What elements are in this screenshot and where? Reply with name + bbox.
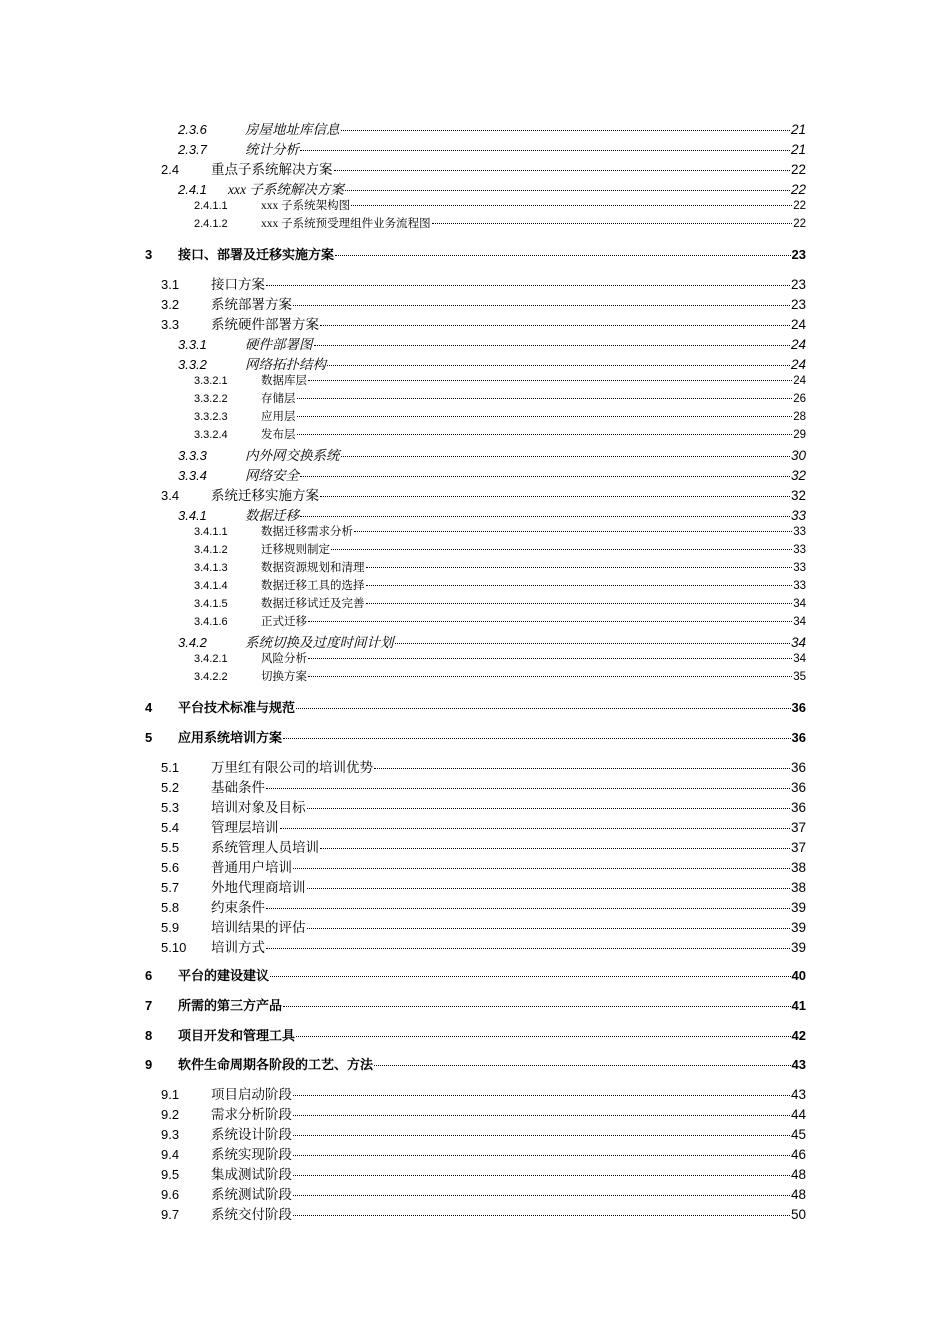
toc-entry-page-number: 33: [793, 544, 806, 556]
dot-leader: [395, 643, 790, 644]
toc-entry-title: 外地代理商培训: [211, 880, 306, 895]
toc-entry[interactable]: [178, 138, 806, 158]
toc-entry-number: 3.2: [161, 297, 180, 312]
toc-entry[interactable]: [145, 995, 806, 1014]
toc-entry[interactable]: [178, 504, 806, 524]
toc-entry-number: 9.4: [161, 1147, 180, 1162]
toc-entry[interactable]: [194, 559, 806, 575]
toc-entry[interactable]: [178, 464, 806, 484]
dot-leader: [300, 150, 790, 151]
toc-entry-number: 2.4.1.2: [194, 218, 228, 230]
toc-entry-title: xxx 子系统架构图: [261, 200, 351, 212]
dot-leader: [354, 531, 792, 532]
toc-entry-title: 数据迁移: [245, 508, 299, 523]
toc-entry-number: 4: [145, 700, 153, 715]
dot-leader: [366, 603, 793, 604]
dot-leader: [296, 708, 791, 709]
toc-entry[interactable]: [178, 444, 806, 464]
toc-entry-number: 5.4: [161, 820, 180, 835]
toc-entry-page-number: 33: [793, 580, 806, 592]
dot-leader: [366, 567, 793, 568]
toc-entry-number: 7: [145, 998, 153, 1013]
dot-leader: [374, 1065, 791, 1066]
toc-entry-title: 万里红有限公司的培训优势: [211, 760, 373, 775]
toc-entry-page-number: 45: [790, 1127, 806, 1142]
dot-leader: [320, 848, 790, 849]
toc-entry-page-number: 32: [790, 468, 806, 483]
toc-entry-title: 重点子系统解决方案: [211, 162, 333, 177]
toc-entry-number: 2.4: [161, 162, 180, 177]
toc-entry[interactable]: [161, 1083, 806, 1103]
toc-entry-title: 系统设计阶段: [211, 1127, 292, 1142]
toc-entry-page-number: 23: [791, 247, 806, 262]
toc-entry-number: 6: [145, 968, 153, 983]
toc-entry-title: 项目开发和管理工具: [178, 1028, 296, 1043]
toc-entry-number: 3.3.3: [178, 448, 207, 463]
toc-entry[interactable]: [178, 178, 806, 198]
toc-entry-page-number: 46: [790, 1147, 806, 1162]
toc-entry-number: 9.5: [161, 1167, 180, 1182]
dot-leader: [293, 1095, 790, 1096]
toc-entry-page-number: 33: [793, 526, 806, 538]
toc-entry[interactable]: [145, 727, 806, 746]
toc-entry-number: 3.3.2.1: [194, 375, 228, 387]
toc-entry-title: 内外网交换系统: [245, 448, 340, 463]
toc-entry[interactable]: [194, 215, 806, 231]
toc-entry-title: 软件生命周期各阶段的工艺、方法: [178, 1057, 374, 1072]
toc-entry[interactable]: [161, 776, 806, 796]
toc-entry-page-number: 33: [793, 562, 806, 574]
toc-entry-title: 基础条件: [211, 780, 265, 795]
dot-leader: [300, 516, 790, 517]
toc-entry-number: 5.1: [161, 760, 180, 775]
toc-entry-title: 项目启动阶段: [211, 1087, 292, 1102]
toc-entry-number: 3.3: [161, 317, 180, 332]
dot-leader: [308, 676, 792, 677]
toc-entry[interactable]: [161, 856, 806, 876]
dot-leader: [293, 1195, 790, 1196]
toc-entry-page-number: 38: [790, 880, 806, 895]
dot-leader: [266, 788, 790, 789]
dot-leader: [314, 345, 790, 346]
toc-entry-number: 5.2: [161, 780, 180, 795]
toc-entry-page-number: 21: [790, 142, 806, 157]
toc-entry-number: 2.4.1.1: [194, 200, 228, 212]
toc-entry-number: 5.3: [161, 800, 180, 815]
toc-entry-title: 应用系统培训方案: [178, 730, 283, 745]
dot-leader: [300, 476, 790, 477]
toc-entry-title: 数据迁移需求分析: [261, 526, 353, 538]
toc-entry-title: 接口、部署及迁移实施方案: [178, 247, 335, 262]
toc-entry-title: 网络拓扑结构: [245, 357, 326, 372]
dot-leader: [335, 255, 791, 256]
dot-leader: [293, 1215, 790, 1216]
toc-entry-number: 5.5: [161, 840, 180, 855]
toc-entry-number: 3.1: [161, 277, 180, 292]
toc-entry-number: 5: [145, 730, 153, 745]
toc-entry[interactable]: [194, 426, 806, 442]
toc-entry-number: 2.4.1: [178, 182, 207, 197]
dot-leader: [280, 828, 790, 829]
dot-leader: [345, 190, 790, 191]
toc-entry[interactable]: [161, 1203, 806, 1223]
toc-entry-title: 数据资源规划和清理: [261, 562, 365, 574]
toc-entry-page-number: 34: [793, 616, 806, 628]
toc-entry-page-number: 39: [790, 900, 806, 915]
toc-entry-title: 培训方式: [211, 940, 265, 955]
toc-entry-page-number: 42: [791, 1028, 806, 1043]
toc-entry-page-number: 36: [790, 780, 806, 795]
toc-entry[interactable]: [161, 876, 806, 896]
toc-entry[interactable]: [161, 273, 806, 293]
toc-entry-title: 培训结果的评估: [211, 920, 306, 935]
toc-entry[interactable]: [145, 244, 806, 263]
toc-entry-number: 3.3.2.2: [194, 393, 228, 405]
toc-entry-title: 需求分析阶段: [211, 1107, 292, 1122]
toc-entry[interactable]: [178, 353, 806, 373]
toc-entry-title: 风险分析: [261, 653, 307, 665]
toc-entry-page-number: 23: [790, 277, 806, 292]
dot-leader: [331, 549, 792, 550]
toc-entry-title: 普通用户培训: [211, 860, 292, 875]
toc-entry-title: 应用层: [261, 411, 296, 423]
toc-entry-page-number: 36: [791, 730, 806, 745]
dot-leader: [266, 285, 790, 286]
toc-entry-number: 3.4.1.3: [194, 562, 228, 574]
dot-leader: [266, 948, 790, 949]
toc-entry-page-number: 30: [790, 448, 806, 463]
toc-entry-page-number: 23: [790, 297, 806, 312]
toc-entry-number: 5.6: [161, 860, 180, 875]
toc-entry-page-number: 29: [793, 429, 806, 441]
toc-entry-page-number: 44: [790, 1107, 806, 1122]
toc-entry-number: 8: [145, 1028, 153, 1043]
toc-entry[interactable]: [161, 1123, 806, 1143]
toc-entry-number: 3.4.1: [178, 508, 207, 523]
dot-leader: [320, 496, 790, 497]
dot-leader: [293, 1135, 790, 1136]
toc-entry[interactable]: [194, 372, 806, 388]
dot-leader: [293, 1175, 790, 1176]
toc-entry[interactable]: [161, 816, 806, 836]
toc-entry[interactable]: [178, 631, 806, 651]
toc-entry[interactable]: [161, 293, 806, 313]
toc-entry-title: 数据迁移试迁及完善: [261, 598, 365, 610]
toc-entry[interactable]: [194, 577, 806, 593]
toc-entry-page-number: 50: [790, 1207, 806, 1222]
toc-entry-title: 发布层: [261, 429, 296, 441]
toc-entry-page-number: 36: [790, 800, 806, 815]
toc-entry[interactable]: [145, 965, 806, 984]
toc-entry-page-number: 24: [790, 317, 806, 332]
toc-entry-number: 3.4.1.6: [194, 616, 228, 628]
toc-entry-number: 5.8: [161, 900, 180, 915]
dot-leader: [327, 365, 790, 366]
toc-entry-page-number: 38: [790, 860, 806, 875]
toc-entry-page-number: 33: [790, 508, 806, 523]
toc-entry-page-number: 48: [790, 1167, 806, 1182]
dot-leader: [308, 380, 792, 381]
toc-entry-number: 9.7: [161, 1207, 180, 1222]
dot-leader: [341, 130, 790, 131]
toc-entry[interactable]: [194, 523, 806, 539]
toc-entry-page-number: 34: [793, 653, 806, 665]
toc-entry-title: 系统管理人员培训: [211, 840, 319, 855]
toc-entry-title: 约束条件: [211, 900, 265, 915]
toc-entry-page-number: 34: [793, 598, 806, 610]
dot-leader: [293, 868, 790, 869]
toc-entry-page-number: 43: [791, 1057, 806, 1072]
toc-entry-page-number: 24: [790, 337, 806, 352]
dot-leader: [308, 621, 792, 622]
toc-entry-title: 系统交付阶段: [211, 1207, 292, 1222]
toc-entry[interactable]: [161, 896, 806, 916]
toc-entry-number: 3.4.1.4: [194, 580, 228, 592]
toc-entry-number: 3.4.2.1: [194, 653, 228, 665]
toc-entry[interactable]: [145, 1054, 806, 1073]
toc-entry-number: 9: [145, 1057, 153, 1072]
toc-entry-number: 3.3.2.4: [194, 429, 228, 441]
toc-entry[interactable]: [161, 313, 806, 333]
toc-entry-number: 9.1: [161, 1087, 180, 1102]
dot-leader: [432, 223, 793, 224]
dot-leader: [320, 325, 790, 326]
toc-entry[interactable]: [194, 595, 806, 611]
toc-entry-page-number: 24: [793, 375, 806, 387]
toc-entry-page-number: 40: [791, 968, 806, 983]
toc-entry-title: 切换方案: [261, 671, 307, 683]
dot-leader: [297, 416, 793, 417]
toc-entry-page-number: 36: [790, 760, 806, 775]
dot-leader: [307, 928, 790, 929]
dot-leader: [297, 434, 793, 435]
toc-entry[interactable]: [194, 613, 806, 629]
toc-entry[interactable]: [194, 197, 806, 213]
dot-leader: [341, 456, 790, 457]
dot-leader: [293, 1155, 790, 1156]
dot-leader: [283, 1006, 791, 1007]
toc-entry-title: 迁移规则制定: [261, 544, 330, 556]
toc-entry-number: 3.4.1.2: [194, 544, 228, 556]
toc-entry-page-number: 22: [790, 182, 806, 197]
toc-entry[interactable]: [161, 484, 806, 504]
toc-entry-page-number: 22: [790, 162, 806, 177]
dot-leader: [293, 1115, 790, 1116]
toc-entry-page-number: 43: [790, 1087, 806, 1102]
toc-entry[interactable]: [161, 1143, 806, 1163]
toc-entry-title: 所需的第三方产品: [178, 998, 283, 1013]
toc-entry-number: 3.3.1: [178, 337, 207, 352]
toc-entry-title: 系统测试阶段: [211, 1187, 292, 1202]
dot-leader: [334, 170, 790, 171]
toc-entry-title: 系统硬件部署方案: [211, 317, 319, 332]
toc-entry-title: 存储层: [261, 393, 296, 405]
toc-entry-number: 9.6: [161, 1187, 180, 1202]
toc-entry-number: 3.3.2: [178, 357, 207, 372]
dot-leader: [296, 1036, 791, 1037]
toc-entry[interactable]: [178, 333, 806, 353]
toc-entry-number: 9.3: [161, 1127, 180, 1142]
toc-entry[interactable]: [145, 697, 806, 716]
dot-leader: [270, 976, 791, 977]
toc-entry[interactable]: [161, 1163, 806, 1183]
toc-entry-title: 系统迁移实施方案: [211, 488, 319, 503]
toc-entry-title: 平台技术标准与规范: [178, 700, 296, 715]
toc-entry-title: xxx 子系统预受理组件业务流程图: [261, 218, 431, 230]
toc-entry-number: 2.3.7: [178, 142, 207, 157]
dot-leader: [374, 768, 790, 769]
toc-entry-number: 3.3.2.3: [194, 411, 228, 423]
toc-entry-page-number: 22: [793, 218, 806, 230]
toc-entry-page-number: 26: [793, 393, 806, 405]
toc-entry-page-number: 34: [790, 635, 806, 650]
toc-entry-title: 接口方案: [211, 277, 265, 292]
toc-entry-number: 3.4.1.5: [194, 598, 228, 610]
toc-entry-page-number: 24: [790, 357, 806, 372]
toc-entry-title: 培训对象及目标: [211, 800, 306, 815]
toc-entry-title: 系统切换及过度时间计划: [245, 635, 394, 650]
toc-entry-number: 9.2: [161, 1107, 180, 1122]
toc-entry-title: 正式迁移: [261, 616, 307, 628]
toc-entry-title: 系统实现阶段: [211, 1147, 292, 1162]
dot-leader: [307, 888, 790, 889]
toc-entry[interactable]: [194, 541, 806, 557]
toc-entry-title: 管理层培训: [211, 820, 279, 835]
toc-entry-title: 统计分析: [245, 142, 299, 157]
toc-entry-page-number: 36: [791, 700, 806, 715]
toc-entry[interactable]: [161, 1103, 806, 1123]
toc-entry-page-number: 21: [790, 122, 806, 137]
toc-entry-page-number: 37: [790, 840, 806, 855]
toc-entry-number: 2.3.6: [178, 122, 207, 137]
toc-entry-page-number: 35: [793, 671, 806, 683]
toc-entry[interactable]: [161, 1183, 806, 1203]
toc-entry[interactable]: [178, 118, 806, 138]
toc-entry[interactable]: [161, 916, 806, 936]
toc-entry-number: 3.4.2: [178, 635, 207, 650]
toc-entry-page-number: 28: [793, 411, 806, 423]
toc-entry-number: 5.9: [161, 920, 180, 935]
dot-leader: [307, 808, 790, 809]
toc-entry-title: 数据迁移工具的选择: [261, 580, 365, 592]
toc-entry[interactable]: [194, 408, 806, 424]
toc-entry[interactable]: [145, 1025, 806, 1044]
toc-entry-page-number: 32: [790, 488, 806, 503]
dot-leader: [308, 658, 792, 659]
dot-leader: [366, 585, 793, 586]
toc-entry-title: 网络安全: [245, 468, 299, 483]
toc-entry-number: 3.4.2.2: [194, 671, 228, 683]
toc-entry[interactable]: [194, 650, 806, 666]
toc-entry[interactable]: [194, 390, 806, 406]
dot-leader: [283, 738, 791, 739]
dot-leader: [351, 205, 792, 206]
toc-entry-number: 3.4.1.1: [194, 526, 228, 538]
toc-entry-title: 集成测试阶段: [211, 1167, 292, 1182]
toc-entry-number: 5.10: [161, 940, 187, 955]
toc-entry-number: 3.4: [161, 488, 180, 503]
toc-entry-title: xxx 子系统解决方案: [228, 182, 344, 197]
dot-leader: [297, 398, 793, 399]
toc-entry-page-number: 22: [793, 200, 806, 212]
toc-entry-page-number: 48: [790, 1187, 806, 1202]
dot-leader: [293, 305, 790, 306]
toc-entry-page-number: 39: [790, 940, 806, 955]
toc-entry-title: 平台的建设建议: [178, 968, 270, 983]
toc-entry-number: 5.7: [161, 880, 180, 895]
toc-entry-title: 硬件部署图: [245, 337, 313, 352]
toc-entry-number: 3: [145, 247, 153, 262]
toc-entry[interactable]: [161, 756, 806, 776]
toc-entry[interactable]: [161, 158, 806, 178]
toc-entry-number: 3.3.4: [178, 468, 207, 483]
toc-entry-page-number: 39: [790, 920, 806, 935]
toc-entry[interactable]: [161, 796, 806, 816]
toc-entry-page-number: 37: [790, 820, 806, 835]
toc-entry[interactable]: [161, 836, 806, 856]
dot-leader: [266, 908, 790, 909]
toc-entry-title: 系统部署方案: [211, 297, 292, 312]
toc-entry[interactable]: [161, 936, 806, 956]
toc-entry[interactable]: [194, 668, 806, 684]
toc-entry-title: 数据库层: [261, 375, 307, 387]
toc-entry-page-number: 41: [791, 998, 806, 1013]
toc-entry-title: 房屋地址库信息: [245, 122, 340, 137]
